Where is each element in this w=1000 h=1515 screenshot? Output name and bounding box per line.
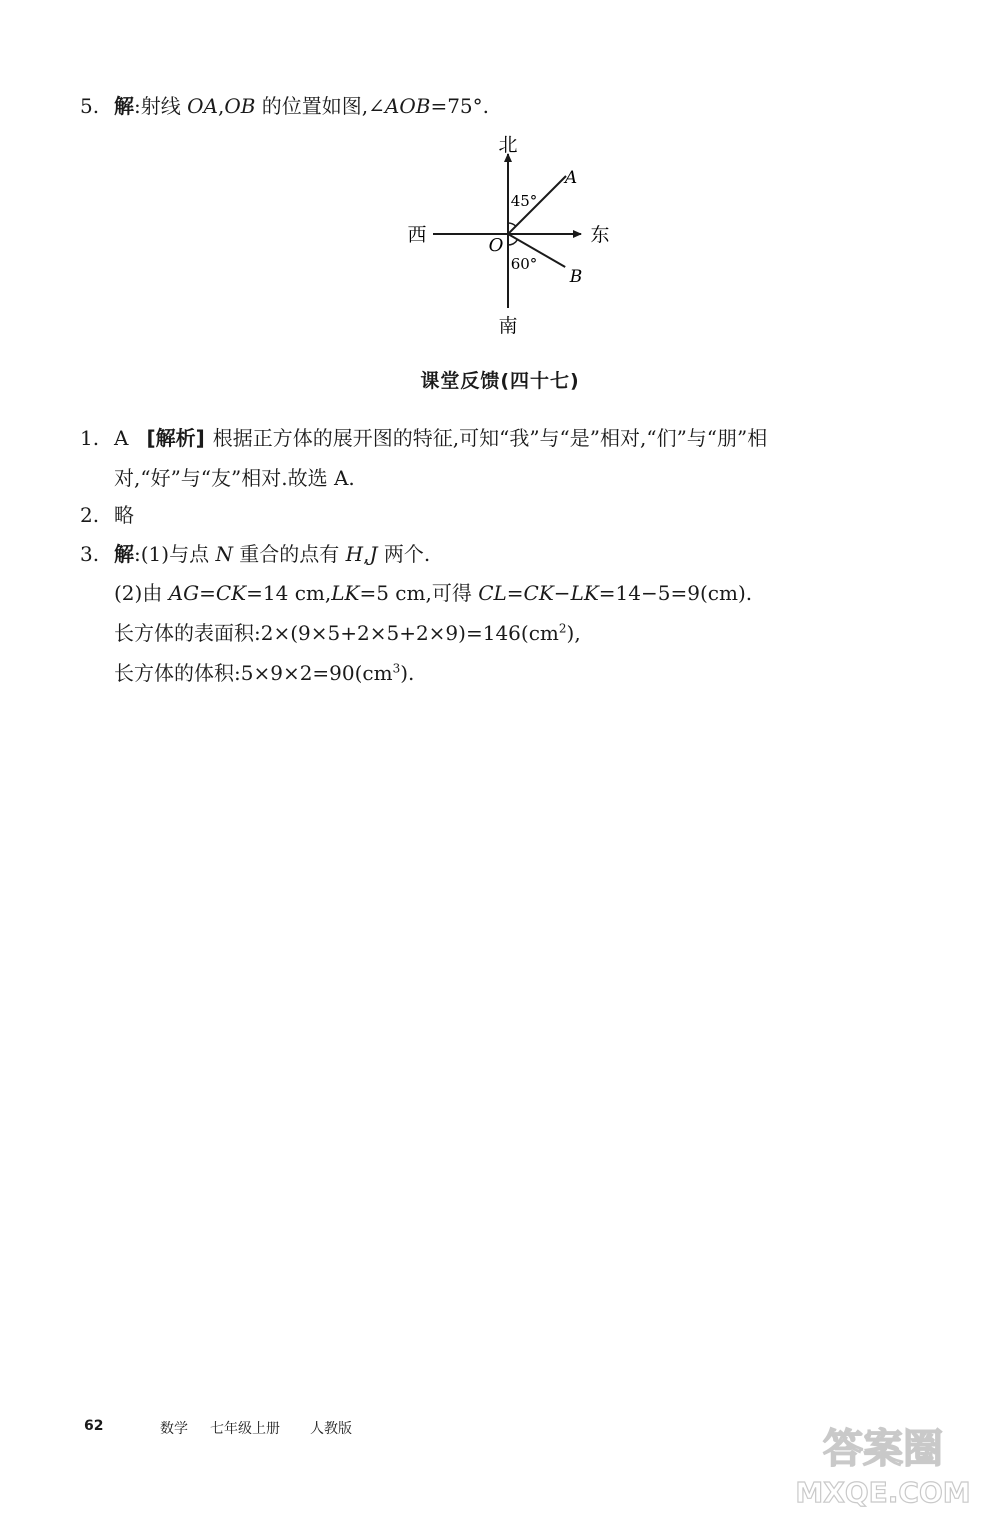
q2-line: 2. 略	[80, 503, 134, 527]
label-angle-60: 60°	[510, 255, 538, 273]
problem-5-statement: 5. 解:射线 OA,OB 的位置如图,∠AOB=75°.	[80, 94, 490, 118]
angle-arc-60	[508, 240, 518, 246]
label-origin: O	[488, 235, 504, 256]
label-point-a: A	[564, 168, 578, 188]
label-west: 西	[407, 224, 427, 246]
label-north: 北	[498, 134, 518, 156]
solution-label: 解	[114, 542, 134, 566]
label-east: 东	[590, 224, 610, 246]
solution-label: 解	[114, 94, 134, 118]
q1-number: 1.	[80, 426, 100, 450]
page-number: 62	[84, 1418, 104, 1434]
q1-answer: A	[114, 426, 129, 450]
q3-line-1: 3. 解:(1)与点 N 重合的点有 H,J 两个.	[80, 542, 431, 566]
watermark-text-bottom: MXQE.COM	[795, 1476, 971, 1509]
q3-number: 3.	[80, 542, 100, 566]
watermark-logo	[788, 1420, 978, 1510]
label-angle-45: 45°	[510, 192, 538, 210]
watermark-text-top: 答案圈	[823, 1426, 943, 1472]
q1-line-1: 1. A [解析] 根据正方体的展开图的特征,可知“我”与“是”相对,“们”与“朋”相	[80, 426, 768, 450]
q3-line-4: 长方体的体积$:5\times 9\times 2=90(cm^3)$.	[114, 661, 415, 685]
section-title: 课堂反馈(四十七)	[420, 370, 580, 392]
compass-direction-figure	[395, 130, 625, 340]
q1-line-2: 对,“好”与“友”相对.故选 A.	[114, 466, 355, 490]
footer-edition: 人教版	[310, 1421, 352, 1437]
label-south: 南	[498, 315, 518, 337]
q3-line-3: 长方体的表面积$:2\times(9\times 5+2\times 5+2\times 9)=146(cm^2)$,	[114, 621, 581, 645]
label-point-b: B	[569, 267, 583, 287]
q2-number: 2.	[80, 503, 100, 527]
problem-5-number: 5.	[80, 94, 100, 118]
footer-subject: 数学	[160, 1421, 188, 1437]
analysis-label: [解析]	[146, 426, 205, 450]
footer-grade: 七年级上册	[210, 1421, 280, 1437]
q3-line-2: (2)由 AG=CK=14 cm,LK=5 cm,可得 CL=CK−LK=14−5=9(cm).	[114, 581, 753, 605]
angle-arc-45	[508, 223, 516, 226]
